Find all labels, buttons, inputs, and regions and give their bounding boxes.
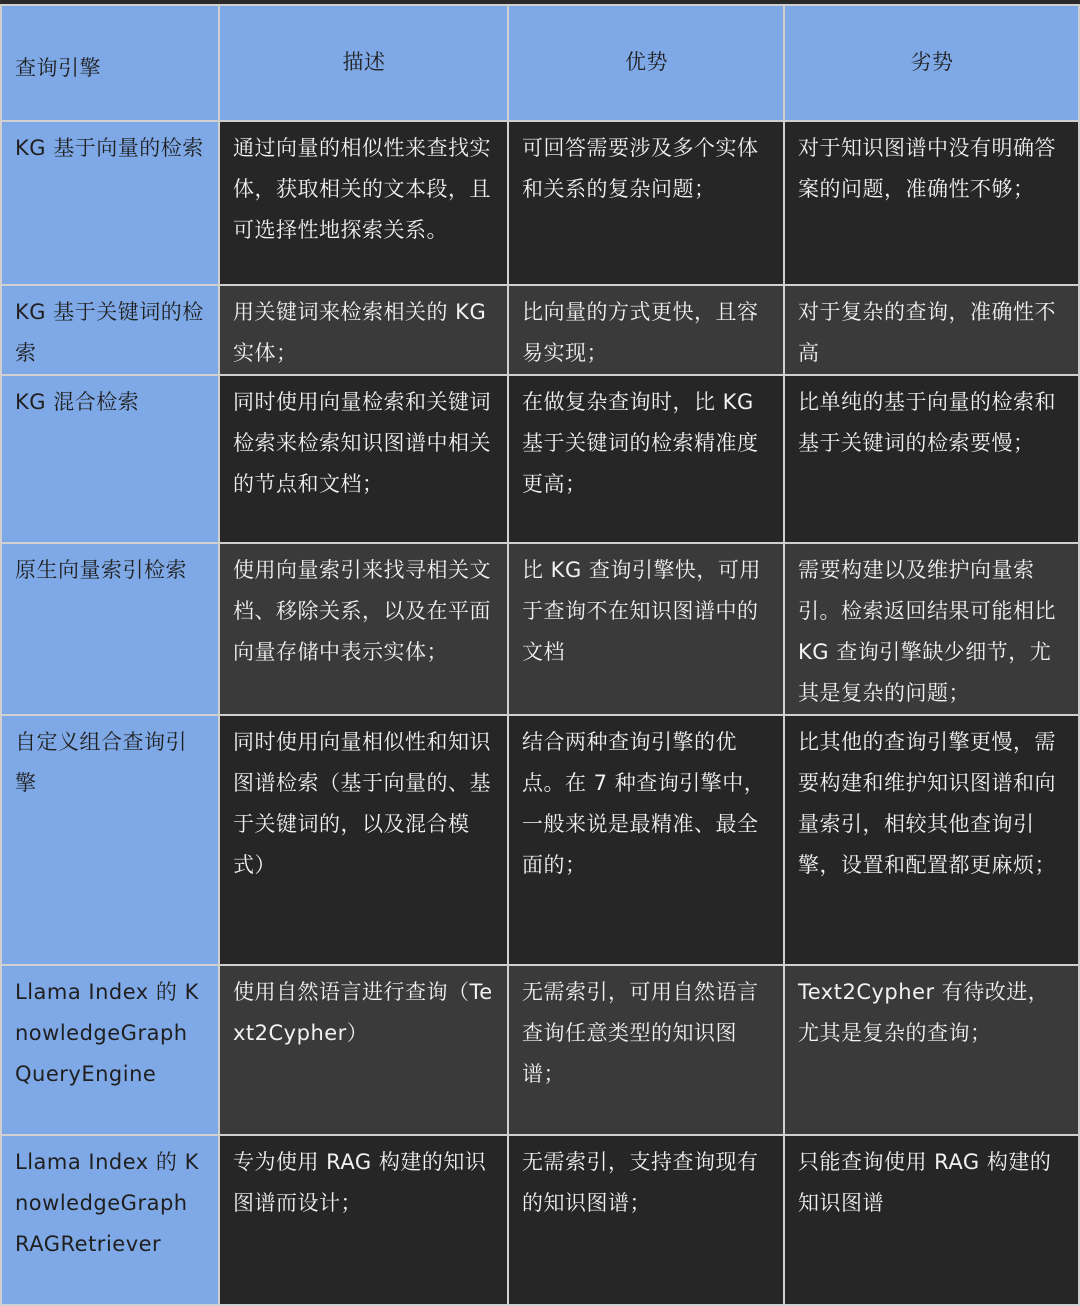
table-row — [1, 375, 1079, 543]
cell-advantages: 无需索引，可用自然语言查询任意类型的知识图谱； — [508, 965, 784, 1135]
cell-disadvantages: 只能查询使用 RAG 构建的知识图谱 — [784, 1135, 1079, 1305]
header-description: 描述 — [219, 5, 508, 121]
cell-advantages: 可回答需要涉及多个实体和关系的复杂问题； — [508, 121, 784, 285]
cell-description: 同时使用向量检索和关键词检索来检索知识图谱中相关的节点和文档； — [219, 375, 508, 543]
cell-engine: 原生向量索引检索 — [1, 543, 219, 715]
cell-description: 同时使用向量相似性和知识图谱检索（基于向量的、基于关键词的，以及混合模式） — [219, 715, 508, 965]
cell-disadvantages: 需要构建以及维护向量索引。检索返回结果可能相比 KG 查询引擎缺少细节，尤其是复杂的问题； — [784, 543, 1079, 715]
table-row — [1, 285, 1079, 375]
cell-engine: 自定义组合查询引擎 — [1, 715, 219, 965]
cell-description: 用关键词来检索相关的 KG 实体； — [219, 285, 508, 375]
table-row — [1, 1135, 1079, 1305]
table-row — [1, 965, 1079, 1135]
cell-disadvantages: Text2Cypher 有待改进，尤其是复杂的查询； — [784, 965, 1079, 1135]
cell-advantages: 比 KG 查询引擎快，可用于查询不在知识图谱中的文档 — [508, 543, 784, 715]
cell-engine: KG 混合检索 — [1, 375, 219, 543]
cell-engine: Llama Index 的 KnowledgeGraph QueryEngine — [1, 965, 219, 1135]
cell-engine: KG 基于关键词的检索 — [1, 285, 219, 375]
cell-description: 使用向量索引来找寻相关文档、移除关系，以及在平面向量存储中表示实体； — [219, 543, 508, 715]
table-row — [1, 715, 1079, 965]
table-row — [1, 121, 1079, 285]
comparison-table — [0, 4, 1080, 1306]
cell-advantages: 结合两种查询引擎的优点。在 7 种查询引擎中，一般来说是最精准、最全面的； — [508, 715, 784, 965]
cell-disadvantages: 比其他的查询引擎更慢，需要构建和维护知识图谱和向量索引，相较其他查询引擎，设置和配置都更麻烦； — [784, 715, 1079, 965]
header-disadvantages: 劣势 — [784, 5, 1079, 121]
cell-advantages: 无需索引，支持查询现有的知识图谱； — [508, 1135, 784, 1305]
cell-disadvantages: 比单纯的基于向量的检索和基于关键词的检索要慢； — [784, 375, 1079, 543]
cell-description: 使用自然语言进行查询（Text2Cypher） — [219, 965, 508, 1135]
cell-disadvantages: 对于复杂的查询，准确性不高 — [784, 285, 1079, 375]
cell-advantages: 在做复杂查询时，比 KG 基于关键词的检索精准度更高； — [508, 375, 784, 543]
cell-engine: Llama Index 的 KnowledgeGraph RAGRetriever — [1, 1135, 219, 1305]
table-row — [1, 543, 1079, 715]
cell-engine: KG 基于向量的检索 — [1, 121, 219, 285]
header-row — [1, 5, 1079, 121]
cell-description: 专为使用 RAG 构建的知识图谱而设计； — [219, 1135, 508, 1305]
header-advantages: 优势 — [508, 5, 784, 121]
cell-advantages: 比向量的方式更快，且容易实现； — [508, 285, 784, 375]
cell-disadvantages: 对于知识图谱中没有明确答案的问题，准确性不够； — [784, 121, 1079, 285]
cell-description: 通过向量的相似性来查找实体，获取相关的文本段，且可选择性地探索关系。 — [219, 121, 508, 285]
header-engine: 查询引擎 — [1, 5, 219, 121]
